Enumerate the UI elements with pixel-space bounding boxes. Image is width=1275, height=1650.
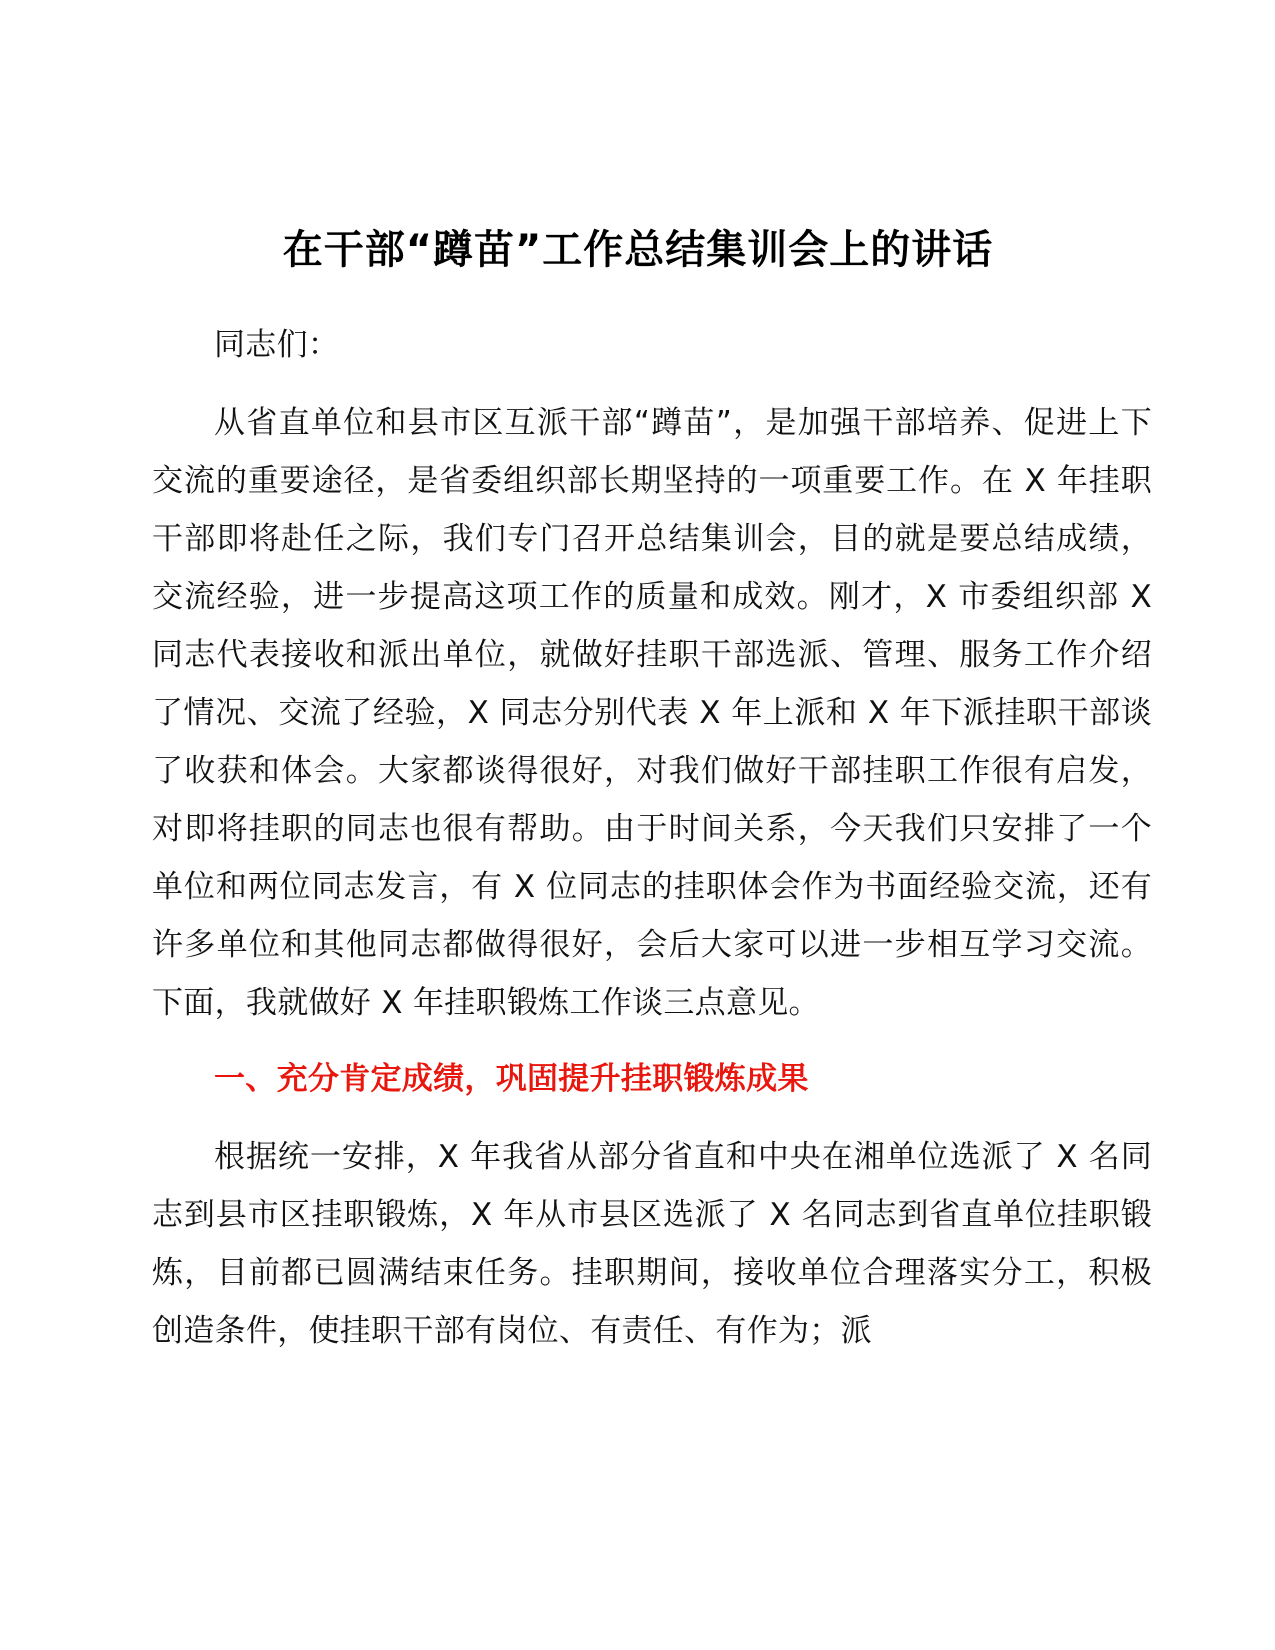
section-heading-1: 一、充分肯定成绩，巩固提升挂职锻炼成果 bbox=[214, 1061, 809, 1097]
salutation: 同志们： bbox=[214, 327, 340, 363]
intro-paragraph: 从省直单位和县市区互派干部“蹲苗”，是加强干部培养、促进上下交流的重要途径，是省委组织部长期坚持的一项重要工作。在 X 年挂职干部即将赴任之际，我们专门召开总结集训会，目的就是要总结成绩，交流经验，进一步提高这项工作的质量和成效。刚才，X 市委组织部 X 同志代表接收和派出单位，就做好挂职干部选派、管理、服务工作介绍了情况、交流了经验，X 同志分别代表 X 年上派和 X 年下派挂职干部谈了收获和体会。大家都谈得很好，对我们做好干部挂职工作很有启发，对即将挂职的同志也很有帮助。由于时间关系，今天我们只安排了一个单位和两位同志发言，有 X 位同志的挂职体会作为书面经验交流，还有许多单位和其他同志都做得很好，会后大家可以进一步相互学习交流。下面，我就做好 X 年挂职锻炼工作谈三点意见。 bbox=[152, 405, 1153, 1021]
section-1-paragraph: 根据统一安排，X 年我省从部分省直和中央在湘单位选派了 X 名同志到县市区挂职锻炼，X 年从市县区选派了 X 名同志到省直单位挂职锻炼，目前都已圆满结束任务。挂职期间，接收单位合理落实分工，积极创造条件，使挂职干部有岗位、有责任、有作为；派 bbox=[152, 1139, 1152, 1349]
document-body bbox=[152, 316, 1152, 1378]
document-title: 在干部“蹲苗”工作总结集训会上的讲话 bbox=[282, 227, 994, 273]
